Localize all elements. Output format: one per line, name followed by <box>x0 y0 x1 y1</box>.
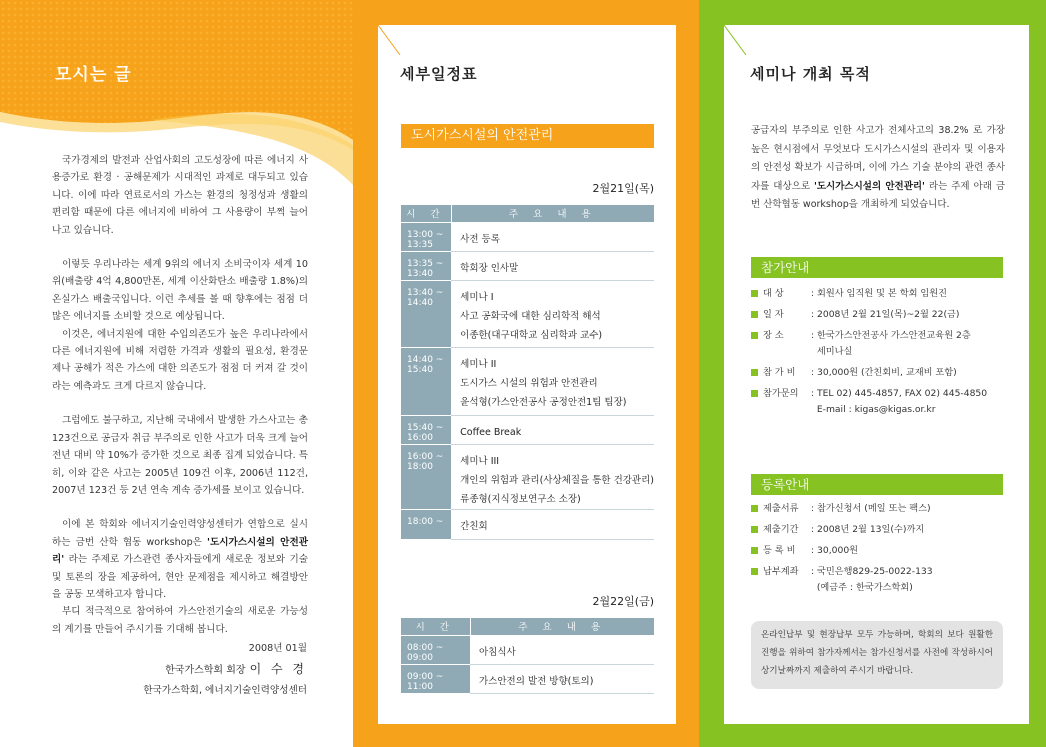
info-value <box>811 501 1011 517</box>
content-line: 세미나 III <box>460 455 500 467</box>
purpose-card <box>724 25 1029 724</box>
content-cell <box>451 509 654 539</box>
time-cell: 15:40 ~ 16:00 <box>401 415 451 444</box>
info-label: 대 상 <box>763 288 784 299</box>
content-cell <box>451 444 654 509</box>
content-line: 세미나 II <box>460 358 497 370</box>
square-bullet-icon <box>751 332 758 339</box>
invitation-title: 모시는 글 <box>55 65 132 85</box>
time-column-header: 시 간 <box>401 205 451 222</box>
table-row <box>401 222 654 251</box>
table-header-row <box>401 618 654 635</box>
list-item <box>751 543 1011 559</box>
info-line: : 30,000원 <box>811 545 859 556</box>
purpose-text <box>751 122 1005 215</box>
info-label: 납부계좌 <box>763 566 799 577</box>
time-cell: 13:00 ~ 13:35 <box>401 222 451 251</box>
content-cell <box>451 347 654 415</box>
letter-paragraph: 국가경제의 발전과 산업사회의 고도성장에 따른 에너지 사용증가로 환경 · 공해문제가 시대적인 과제로 대두되고 있습니다. 이에 따라 연료로서의 가스는 환경의 청정성과 생활의 편리함 때문에 다른 에너지에 비하여 그 사용량이 부쩍 늘어나고 있습니다. <box>52 155 308 236</box>
corner-line-decoration <box>378 25 408 55</box>
table-header-row <box>401 205 654 222</box>
day2-date: 2월22일(금) <box>592 595 654 608</box>
table-row <box>401 444 654 509</box>
content-line: 아침식사 <box>479 646 516 658</box>
list-item <box>751 564 1011 596</box>
content-cell <box>451 280 654 347</box>
info-label: 참가문의 <box>763 388 799 399</box>
invitation-letter <box>52 152 308 655</box>
participation-info-list <box>751 286 1011 423</box>
schedule-card <box>378 25 676 724</box>
info-label: 등 록 비 <box>763 545 796 556</box>
day1-schedule-table <box>401 205 654 540</box>
info-line: : 회원사 임직원 및 본 학회 임원진 <box>811 288 947 299</box>
info-label: 장 소 <box>763 330 784 341</box>
content-cell <box>451 251 654 280</box>
content-line: 간친회 <box>460 520 488 532</box>
table-row <box>401 347 654 415</box>
letter-paragraph: 이것은, 에너지원에 대한 수입의존도가 높은 우리나라에서 다른 에너지원에 비해 저렴한 가격과 생활의 필요성, 환경문제나 공해가 적은 가스에 대한 의존도가 점점 더 커져 갈 것이라는 예측과도 크게 다르지 않습니다. <box>52 328 308 392</box>
content-cell <box>451 415 654 444</box>
square-bullet-icon <box>751 290 758 297</box>
workshop-topic: '도시가스시설의 안전관리' <box>52 536 308 566</box>
list-item <box>751 286 1011 302</box>
time-cell: 08:00 ~ 09:00 <box>401 635 470 664</box>
square-bullet-icon <box>751 505 758 512</box>
info-label: 일 자 <box>763 309 784 320</box>
info-line: 세미나실 <box>811 346 853 357</box>
info-value <box>811 365 1011 381</box>
content-line: Coffee Break <box>460 426 522 438</box>
info-line: : 2008년 2월 21일(목)~2월 22(금) <box>811 309 960 320</box>
content-line: 류종형(지식정보연구소 소장) <box>460 493 581 505</box>
time-cell: 18:00 ~ <box>401 509 451 539</box>
time-cell: 13:40 ~ 14:40 <box>401 280 451 347</box>
content-cell <box>451 222 654 251</box>
table-row <box>401 280 654 347</box>
info-line: : TEL 02) 445-4857, FAX 02) 445-4850 <box>811 388 988 399</box>
info-value <box>811 307 1011 323</box>
table-row <box>401 635 654 664</box>
info-value <box>811 564 1011 596</box>
schedule-topic-banner: 도시가스시설의 안전관리 <box>401 124 654 148</box>
letter-paragraph: 그럼에도 불구하고, 지난해 국내에서 발생한 가스사고는 총 123건으로 공급자 취급 부주의로 인한 사고가 더욱 크게 늘어 전년 대비 약 10%가 증가한 것으로 최종 집계 되었습니다. 특히, 이와 같은 사고는 2005년 109건 이후, 2006년 112건, 2007년 123건 등 2년 연속 계속 증가세를 보이고 있습니다. <box>52 415 308 496</box>
table-row <box>401 415 654 444</box>
signature-president <box>165 660 307 677</box>
registration-banner: 등록안내 <box>751 474 1003 495</box>
participation-banner: 참가안내 <box>751 257 1003 278</box>
content-cell <box>470 635 654 664</box>
workshop-topic: '도시가스시설의 안전관리' <box>813 180 925 192</box>
info-value <box>811 543 1011 559</box>
info-value <box>811 328 1011 360</box>
info-line: : 2008년 2월 13일(수)까지 <box>811 524 925 535</box>
purpose-panel <box>699 0 1046 747</box>
signature-title: 한국가스학회 회장 <box>165 665 246 676</box>
purpose-line: 공급자의 부주의로 인한 사고가 전체사고의 38.2% 로 가장 높은 현시점에서 무엇보다 도시가스시설의 관리자 및 이용자의 안전성 확보가 시급하며, 이에 가스 기술 분야의 관련 종사자를 대상으로 <box>751 125 1005 192</box>
list-item <box>751 386 1011 418</box>
letter-text: 이에 본 학회와 에너지기술인력양성센터가 연합으로 실시하는 금번 산학 협동 workshop은 <box>52 519 308 548</box>
payment-note-box: 온라인납부 및 현장납부 모두 가능하며, 학회의 보다 원활한 진행을 위하여 참가자께서는 참가신청서를 사전에 작성하시어 상기날짜까지 제출하여 주시기 바랍니다. <box>751 621 1003 689</box>
registration-info-list <box>751 501 1011 601</box>
purpose-line: 라는 주제 아래 금번 산학협동 workshop을 개최하게 되었습니다. <box>751 180 1005 210</box>
content-line: 세미나 I <box>460 291 494 303</box>
list-item <box>751 365 1011 381</box>
list-item <box>751 307 1011 323</box>
purpose-title: 세미나 개최 목적 <box>750 65 871 83</box>
info-line: : 참가신청서 (메일 또는 팩스) <box>811 503 931 514</box>
signature-organizations: 한국가스학회, 에너지기술인력양성센터 <box>143 685 307 696</box>
list-item <box>751 522 1011 538</box>
square-bullet-icon <box>751 369 758 376</box>
corner-line-decoration <box>724 25 754 55</box>
time-cell: 09:00 ~ 11:00 <box>401 664 470 693</box>
schedule-panel <box>353 0 699 747</box>
time-cell: 16:00 ~ 18:00 <box>401 444 451 509</box>
table-row <box>401 664 654 693</box>
table-row <box>401 509 654 539</box>
content-line: 사전 등록 <box>460 233 500 245</box>
schedule-title: 세부일정표 <box>400 65 478 83</box>
list-item <box>751 501 1011 517</box>
letter-date: 2008년 01월 <box>248 643 307 654</box>
content-line: 도시가스 시설의 위험과 안전관리 <box>460 377 598 389</box>
content-line: 가스안전의 발전 방향(토의) <box>479 675 594 687</box>
square-bullet-icon <box>751 526 758 533</box>
invitation-panel <box>0 0 353 747</box>
info-value <box>811 386 1011 418</box>
info-line: (예금주 : 한국가스학회) <box>811 582 913 593</box>
day2-schedule-table <box>401 618 654 694</box>
square-bullet-icon <box>751 568 758 575</box>
day1-date: 2월21일(목) <box>592 182 654 195</box>
letter-text: 라는 주제로 가스관련 종사자들에게 새로운 정보와 기술 및 토론의 장을 제공하여, 현안 문제점을 제시하고 해결방안을 공동 모색하고자 합니다. <box>52 554 308 600</box>
info-value <box>811 522 1011 538</box>
contact-email[interactable]: E-mail : kigas@kigas.or.kr <box>811 404 936 415</box>
content-line: 개인의 위험과 관리(사상체질을 통한 건강관리) <box>460 474 654 486</box>
info-line: : 30,000원 (간친회비, 교재비 포함) <box>811 367 957 378</box>
square-bullet-icon <box>751 311 758 318</box>
info-label: 제출서류 <box>763 503 799 514</box>
info-line: : 국민은행829-25-0022-133 <box>811 566 933 577</box>
info-value <box>811 286 1011 302</box>
content-cell <box>470 664 654 693</box>
time-cell: 14:40 ~ 15:40 <box>401 347 451 415</box>
square-bullet-icon <box>751 390 758 397</box>
info-line: : 한국가스안전공사 가스안전교육원 2층 <box>811 330 971 341</box>
letter-paragraph: 이렇듯 우리나라는 세계 9위의 에너지 소비국이자 세계 10위(배출량 4억 4,800만톤, 세계 이산화탄소 배출량 1.8%)의 온실가스 배출국입니다. 이런 추세를 볼 때 향후에는 점점 더 많은 에너지를 소비할 것으로 예상됩니다. <box>52 259 308 323</box>
content-line: 윤석형(가스안전공사 공정안전1팀 팀장) <box>460 396 627 408</box>
table-row <box>401 251 654 280</box>
letter-paragraph: 부디 적극적으로 참여하여 가스안전기술의 새로운 가능성의 계기를 만들어 주시기를 기대해 봅니다. <box>52 606 308 635</box>
info-label: 제출기간 <box>763 524 799 535</box>
content-line: 사고 공화국에 대한 심리학적 해석 <box>460 310 601 322</box>
content-line: 이종한(대구대학교 심리학과 교수) <box>460 329 603 341</box>
content-line: 학회장 인사말 <box>460 262 519 274</box>
time-column-header: 시 간 <box>401 618 470 635</box>
letter-paragraph <box>52 516 308 603</box>
square-bullet-icon <box>751 547 758 554</box>
list-item <box>751 328 1011 360</box>
content-column-header: 주 요 내 용 <box>470 618 654 635</box>
signature-name: 이 수 경 <box>249 662 307 676</box>
content-column-header: 주 요 내 용 <box>451 205 654 222</box>
time-cell: 13:35 ~ 13:40 <box>401 251 451 280</box>
info-label: 참 가 비 <box>763 367 796 378</box>
